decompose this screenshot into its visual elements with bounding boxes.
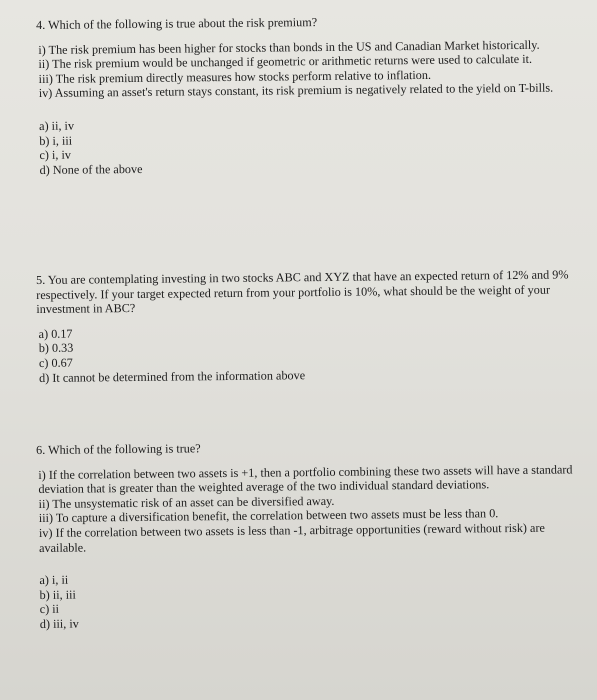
answer-option[interactable]: c) ii — [39, 602, 60, 617]
question-stem: 6. Which of the following is true? — [36, 441, 201, 457]
answer-option[interactable]: b) i, iii — [39, 133, 73, 148]
statement: iii) To capture a diversification benefit, the correlation between two assets must be less than 0. — [38, 506, 499, 526]
question-stem: 5. You are contemplating investing in two stocks ABC and XYZ that have an expected return of 12% and 9% respectively. If your target expected return from your portfolio is 10%, what should be the weight of your investment in ABC? — [36, 267, 569, 317]
question-stem: 4. Which of the following is true about the risk premium? — [36, 15, 318, 32]
statement: i) If the correlation between two assets is +1, then a portfolio combining these two assets will have a standard deviation that is greater than the weighted average of the two individual standard deviations. — [38, 461, 573, 497]
question-5 — [36, 267, 580, 385]
statement: i) The risk premium has been higher for stocks than bonds in the US and Canadian Market historically. — [38, 37, 540, 57]
statement: iv) Assuming an asset's return stays constant, its risk premium is negatively related to the yield on T-bills. — [38, 80, 554, 101]
statement: ii) The unsystematic risk of an asset can be diversified away. — [38, 493, 335, 511]
statement: iii) The risk premium directly measures how stocks perform relative to inflation. — [38, 67, 432, 86]
answer-option[interactable]: a) i, ii — [39, 572, 69, 588]
answer-option[interactable]: b) 0.33 — [38, 340, 74, 356]
answer-option[interactable]: d) iii, iv — [39, 616, 79, 631]
answer-option[interactable]: a) ii, iv — [39, 118, 75, 133]
statement: ii) The risk premium would be unchanged if geometric or arithmetic returns were used to calculate it. — [38, 51, 533, 72]
answer-option[interactable]: c) 0.67 — [38, 355, 73, 370]
answer-option[interactable]: c) i, iv — [39, 147, 71, 163]
answer-options — [37, 113, 581, 177]
answer-options — [37, 321, 581, 385]
answer-option[interactable]: a) 0.17 — [38, 326, 73, 341]
question-6 — [36, 437, 581, 631]
statement: iv) If the correlation between two assets is less than -1, arbitrage opportunities (reward without risk) are available. — [38, 520, 545, 555]
answer-option[interactable]: d) It cannot be determined from the information above — [39, 367, 306, 385]
answer-option[interactable]: d) None of the above — [39, 161, 143, 177]
question-4 — [36, 12, 581, 177]
answer-option[interactable]: b) ii, iii — [39, 587, 76, 602]
answer-options — [37, 567, 581, 631]
